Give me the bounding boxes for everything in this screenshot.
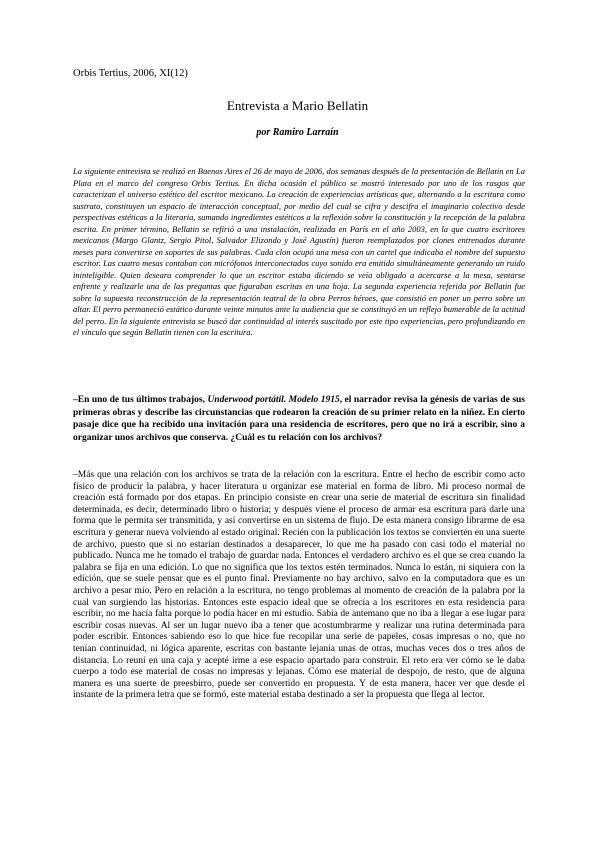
interview-question <box>73 394 525 444</box>
article-abstract: La siguiente entrevista se realizó en Buenos Aires el 26 de mayo de 2006, dos semanas después de la presentación de Bellatin en La Plata en el marco del congreso Orbis Tertius. En dicha ocasión el público se mostró interesado por uno de los rasgos que caracterizan el universo estético del escritor mexicano. La creación de experiencias artísticas que, alternando a la escritura como sustrato, constituyen un espacio de interacción conceptual, por medio del cual se cifra y descifra el imaginario colectivo desde perspectivas estéticas a la literaria, sumando ingredientes estéticos a la reflexión sobre la constitución y la recepción de la palabra escrita. En primer término, Bellatin se refirió a una instalación, realizada en París en el año 2003, en la que cuatro escritores mexicanos (Margo Glantz, Sergio Pitol, Salvador Elizondo y José Agustín) fueron reemplazados por clones entrenados durante meses para convertirse en soportes de sus palabras. Cada clon ocupó una mesa con un cartel que indicaba el nombre del supuesto escritor. Las cuatro mesas contaban con micrófonos interconectados cuyo sonido era emitido simultáneamente generando un ruido ininteligible. Quien deseara comprender lo que un escritor estaba diciendo se veía obligado a acercarse a la mesa, sentarse enfrente y realizarle una de las preguntas que figuraban escritas en una hoja. La segunda experiencia referida por Bellatin fue sobre la supuesta reconstrucción de la representación teatral de la obra Perros héroes, que consistió en poner un perro sobre un altar. El perro permaneció estático durante veinte minutos ante la audiencia que se constituyó en un reflejo bumerable de la actitud del perro. En la siguiente entrevista se buscó dar continuidad al interés suscitado por este tipo experiencias, pero profundizando en el vínculo que según Bellatin tienen con la escritura. <box>73 166 525 337</box>
interview-answer: –Más que una relación con los archivos se trata de la relación con la escritura. Entre el hecho de escribir como acto físico de producir la palabra, y hacer literatura u organizar ese material en forma de libro. Mi proceso normal de creación está formado por dos etapas. En principio consiste en crear una serie de material de escritura sin finalidad determinada, es decir, determinado libro o historia; y después viene el proceso de armar esa escritura para darle una forma que le permita ser transmitida, y así convertirse en un sistema de flujo. De esta manera consigo librarme de esa escritura y generar nueva volviendo al estado original. Recién con la publicación los textos se convierten en una suerte de archivo, puesto que si no estarían destinados a desaparecer, lo que me ha pasado con casi todo el material no publicado. Nunca me he tomado el trabajo de guardar nada. Entonces el verdadero archivo es el que se crea cuando la palabra se fija en una edición. Lo que no significa que los textos estén terminados. Nunca lo están, ni siquiera con la edición, que se suele pensar que es el punto final. Previamente no hay archivo, salvo en la computadora que es un archivo a pesar mío. Pero en relación a la escritura, no tengo problemas al momento de creación de la palabra por la cual van surgiendo las historias. Entonces este espacio ideal que se ofrecía a los escritores en esta residencia para escribir, no me hacía falta porque lo podía hacer en mi estudio. Sabía de antemano que no iba a llegar a ese lugar para escribir cosas nuevas. Al ser un lugar nuevo iba a tener que acostumbrarme y realizar una rutina determinada para poder escribir. Entonces sabiendo eso lo que hice fue recopilar una serie de papeles, cosas impresas o no, que no tenían continuidad, ni lógica aparente, escritas con bastante lejanía unas de otras, muchas veces dos o tres años de distancia. Lo reuní en una caja y acepté irme a ese espacio apartado para construir. El reto era ver cómo se le daba cuerpo a todo ese material de cosas no impresas y lejanas. Cómo ese material de despojo, de resto, que de alguna manera es una suerte de preesbirro, puede ser convertido en propuesta. Y de esta manera, hacer ver que desde el instante de la primera letra que se formó, este material estaba destinado a ser la propuesta que llega al lector. <box>73 470 525 701</box>
article-title: Entrevista a Mario Bellatin <box>226 98 369 113</box>
journal-citation: Orbis Tertius, 2006, XI(12) <box>73 68 188 79</box>
question-work-title: Underwood portátil. Modelo 1915 <box>207 395 340 405</box>
question-text-after: , el narrador revisa la génesis de varias de sus primeras obras y describe las circunstancias que rodearon la creación de su primer relato en la niñez. En cierto pasaje dice que ha recibido una invitación para una residencia de escritores, pero que no irá a escribir, sino a organizar unos archivos que conserva. ¿Cuál es tu relación con los archivos? <box>73 395 525 443</box>
article-author: por Ramiro Larraín <box>256 127 339 138</box>
question-text-before: –En uno de tus últimos trabajos, <box>73 395 208 405</box>
